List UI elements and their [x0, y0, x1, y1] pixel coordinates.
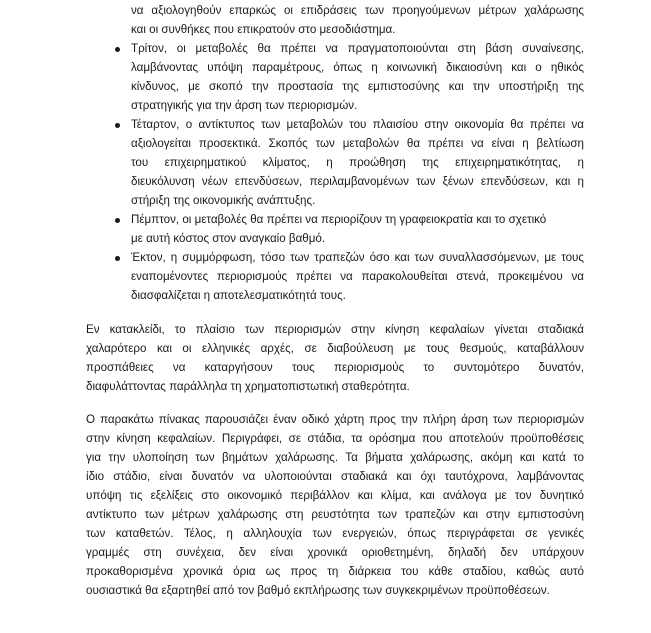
text-line: κίνδυνος, με σκοπό την προστασία της εμπιστοσύνης και την υποστήριξη της	[131, 80, 584, 93]
text-line: χαλαρότερο και οι ελληνικές αρχές, σε διαβούλευση με τους θεσμούς, καταβάλλουν	[86, 342, 584, 355]
text-line: για την υλοποίηση των βημάτων χαλάρωσης. Τα βήματα χαλάρωσης, ακόμη και κατά το	[86, 451, 584, 464]
text-line: προκαθορισμένα χρονικά όρια ως προς τη διάρκεια του κάθε σταδίου, καθώς αυτό	[86, 565, 584, 578]
text-line: με αυτή κόστος στον αναγκαίο βαθμό.	[131, 232, 326, 245]
text-line: προσπάθειες να καταργήσουν τους περιορισμούς το συντομότερο δυνατόν,	[86, 361, 584, 374]
text-line: να αξιολογηθούν επαρκώς οι επιδράσεις των προηγούμενων μέτρων χαλάρωσης	[131, 4, 584, 17]
bullet-icon	[115, 218, 120, 223]
text-line: διασφαλίζεται η αποτελεσματικότητά τους.	[131, 289, 346, 302]
text-line: Τέταρτον, ο αντίκτυπος των μεταβολών του πλαισίου στην οικονομία θα πρέπει να	[131, 118, 584, 131]
text-line: Εν κατακλείδι, το πλαίσιο των περιορισμών στην κίνηση κεφαλαίων γίνεται σταδιακά	[86, 323, 584, 336]
text-line: Έκτον, η συμμόρφωση, τόσο των τραπεζών όσο και των συναλλασσόμενων, με τους	[131, 251, 584, 264]
text-line: διαφυλάττοντας παράλληλα τη χρηματοπιστωτική σταθερότητα.	[86, 380, 410, 393]
text-line: Ο παρακάτω πίνακας παρουσιάζει έναν οδικό χάρτη προς την πλήρη άρση των περιορισμών	[86, 413, 584, 426]
text-line: στην κίνηση κεφαλαίων. Περιγράφει, σε στάδια, τα ορόσημα που αποτελούν προϋποθέσεις	[86, 432, 584, 445]
text-line: και οι συνθήκες που επικρατούν στο μεσοδιάστημα.	[131, 23, 396, 36]
text-line: των καταθετών. Τέλος, η αλληλουχία των ενεργειών, όπως περιγράφεται σε γενικές	[86, 527, 584, 540]
text-line: υπόψη τις εξελίξεις στο οικονομικό περιβάλλον και κλίμα, και ανάλογα με τον δυνητικό	[86, 489, 584, 502]
text-line: ουσιαστικά θα εξαρτηθεί από τον βαθμό εκπλήρωσης των συγκεκριμένων προϋποθέσεων.	[86, 584, 550, 597]
text-line: ίδιο στάδιο, είναι δυνατόν να υλοποιούνται σταδιακά και όχι ταυτόχρονα, λαμβάνοντας	[86, 470, 584, 483]
bullet-icon	[115, 123, 120, 128]
text-line: Τρίτον, οι μεταβολές θα πρέπει να πραγματοποιούνται στη βάση συναίνεσης,	[131, 42, 584, 55]
bullet-icon	[115, 47, 120, 52]
text-line: γραμμές στη συνέχεια, δεν είναι χρονικά οριοθετημένη, δηλαδή δεν υπάρχουν	[86, 546, 584, 559]
text-line: του επιχειρηματικού κλίματος, η προώθηση της επιχειρηματικότητας, η	[131, 156, 584, 169]
text-line: αντίκτυπο των μέτρων χαλάρωσης στη ρευστότητα των τραπεζών και στην εμπιστοσύνη	[86, 508, 584, 521]
text-line: λαμβάνοντας υπόψη παραμέτρους, όπως η κοινωνική δικαιοσύνη και ο ηθικός	[131, 61, 584, 74]
text-line: Πέμπτον, οι μεταβολές θα πρέπει να περιορίζουν τη γραφειοκρατία και το σχετικό	[131, 213, 547, 226]
text-line: στρατηγικής για την άρση των περιορισμών.	[131, 99, 358, 112]
bullet-icon	[115, 256, 120, 261]
text-line: αξιολογείται προσεκτικά. Σκοπός των μεταβολών θα πρέπει να είναι η βελτίωση	[131, 137, 584, 150]
text-line: εναπομένοντες περιορισμούς πρέπει να παρακολουθείται στενά, προκειμένου να	[131, 270, 584, 283]
text-line: διευκόλυνση νέων επενδύσεων, περιλαμβανομένων των ξένων επενδύσεων, και η	[131, 175, 584, 188]
text-line: στήριξη της οικονομικής ανάπτυξης.	[131, 194, 316, 207]
